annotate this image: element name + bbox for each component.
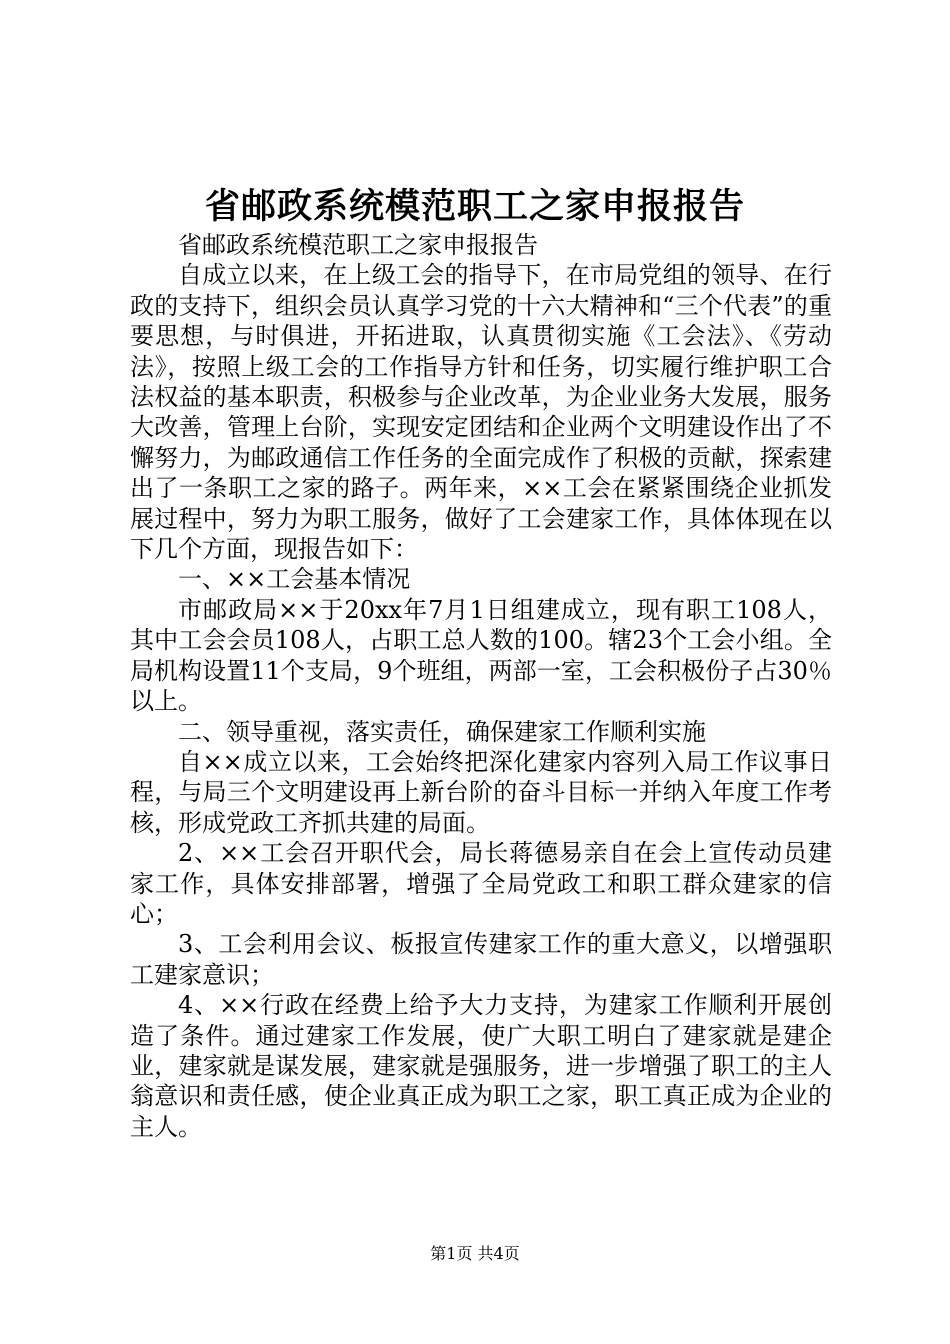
page-number-footer: 第1页 共4页 <box>430 1244 520 1263</box>
paragraph-intro: 自成立以来，在上级工会的指导下，在市局党组的领导、在行政的支持下，组织会员认真学习党的十六大精神和“三个代表”的重要思想，与时俱进，开拓进取，认真贯彻实施《工会法》、《劳动法》，按照上级工会的工作指导方针和任务，切实履行维护职工合法权益的基本职责，积极参与企业改革，为企业业务大发展，服务大改善，管理上台阶，实现安定团结和企业两个文明建设作出了不懈努力，为邮政通信工作任务的全面完成作了积极的贡献，探索建出了一条职工之家的路子。两年来，××工会在紧紧围绕企业抓发展过程中，努力为职工服务，做好了工会建家工作，具体体现在以下几个方面，现报告如下： <box>130 261 832 564</box>
paragraph-item-2: 2、××工会召开职代会，局长蒋德易亲自在会上宣传动员建家工作，具体安排部署，增强了全局党政工和职工群众建家的信心； <box>130 839 832 928</box>
document-title: 省邮政系统模范职工之家申报报告 <box>204 186 745 227</box>
paragraph-item-4: 4、××行政在经费上给予大力支持，为建家工作顺利开展创造了条件。通过建家工作发展，使广大职工明白了建家就是建企业，建家就是谋发展，建家就是强服务，进一步增强了职工的主人翁意识和责任感，使企业真正成为职工之家，职工真正成为企业的主人。 <box>130 991 832 1141</box>
paragraph-subtitle: 省邮政系统模范职工之家申报报告 <box>178 231 538 259</box>
section-heading-basic-info: 一、××工会基本情况 <box>178 565 411 594</box>
paragraph-leadership: 自××成立以来，工会始终把深化建家内容列入局工作议事日程，与局三个文明建设再上新台阶的奋斗目标一并纳入年度工作考核，形成党政工齐抓共建的局面。 <box>130 747 832 837</box>
paragraph-basic-info: 市邮政局××于20xx年7月1日组建成立，现有职工108人，其中工会会员108人，占职工总人数的100。辖23个工会小组。全局机构设置11个支局，9个班组，两部一室，工会积极份子占30％以上。 <box>130 595 832 716</box>
section-heading-leadership: 二、领导重视，落实责任，确保建家工作顺利实施 <box>178 717 706 746</box>
paragraph-item-3: 3、工会利用会议、板报宣传建家工作的重大意义，以增强职工建家意识； <box>130 930 832 989</box>
document-body <box>130 230 832 1142</box>
